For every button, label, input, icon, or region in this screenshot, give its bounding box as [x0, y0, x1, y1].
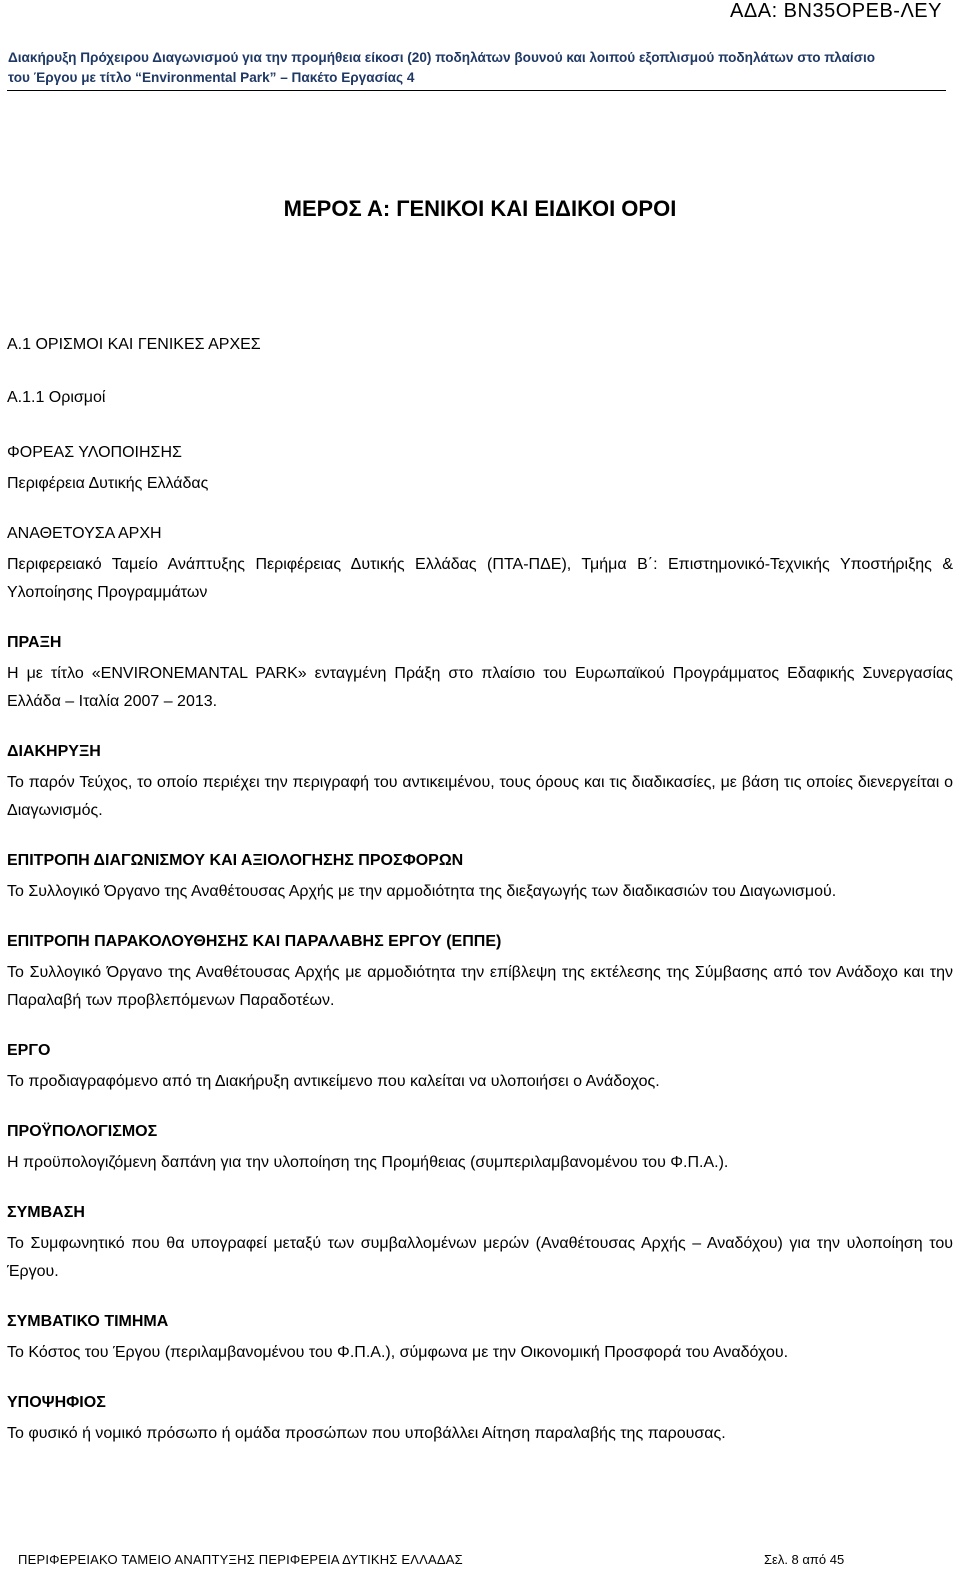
definition-term: ΕΠΙΤΡΟΠΗ ΠΑΡΑΚΟΛΟΥΘΗΣΗΣ ΚΑΙ ΠΑΡΑΛΑΒΗΣ ΕΡΓΟΥ (ΕΠΠΕ): [7, 933, 502, 950]
definition-term: ΦΟΡΕΑΣ ΥΛΟΠΟΙΗΣΗΣ: [7, 444, 182, 461]
definitions-list: [7, 442, 953, 1473]
definition-text: Περιφέρεια Δυτικής Ελλάδας: [7, 475, 209, 492]
definition-item: [7, 1040, 953, 1096]
definition-text: Η με τίτλο «ENVIRONEMANTAL PARK» ενταγμένη Πράξη στο πλαίσιο του Ευρωπαϊκού Προγράμματος Εδαφικής Συνεργασίας Ελλάδα – Ιταλία 2007 – 2013.: [7, 665, 953, 710]
header-divider: [7, 90, 946, 91]
definition-item: [7, 931, 953, 1015]
part-title: ΜΕΡΟΣ Α: ΓΕΝΙΚΟΙ ΚΑΙ ΕΙΔΙΚΟΙ ΟΡΟΙ: [283, 196, 677, 221]
definition-item: [7, 1311, 953, 1367]
ada-code: ΑΔΑ: ΒΝ35ΟΡΕΒ-ΛΕΥ: [730, 0, 942, 22]
page-number: Σελ. 8 από 45: [764, 1552, 845, 1567]
definition-item: [7, 741, 953, 825]
definition-term: ΔΙΑΚΗΡΥΞΗ: [7, 743, 101, 760]
definition-term: ΣΥΜΒΑΤΙΚΟ ΤΙΜΗΜΑ: [7, 1313, 169, 1330]
definition-item: [7, 1121, 953, 1177]
definition-text: Το Συλλογικό Όργανο της Αναθέτουσας Αρχής με αρμοδιότητα την επίβλεψη της εκτέλεσης της Σύμβασης από τον Ανάδοχο και την Παραλαβή των προβλεπόμενων Παραδοτέων.: [7, 964, 953, 1009]
definition-item: [7, 1392, 953, 1448]
header-line-2: του Έργου με τίτλο “Environmental Park” – Πακέτο Εργασίας 4: [8, 70, 415, 85]
definition-term: ΠΡΑΞΗ: [7, 634, 62, 651]
definition-item: [7, 523, 953, 607]
section-subheading: Α.1.1 Ορισμοί: [7, 389, 106, 406]
definition-term: ΠΡΟΫΠΟΛΟΓΙΣΜΟΣ: [7, 1123, 158, 1140]
definition-item: [7, 442, 953, 498]
header-line-1: Διακήρυξη Πρόχειρου Διαγωνισμού για την προμήθεια είκοσι (20) ποδηλάτων βουνού και λοιπού εξοπλισμού ποδηλάτων στο πλαίσιο: [8, 50, 876, 65]
definition-text: Η προϋπολογιζόμενη δαπάνη για την υλοποίηση της Προμήθειας (συμπεριλαμβανομένου του Φ.Π.Α.).: [7, 1154, 729, 1171]
footer-org: ΠΕΡΙΦΕΡΕΙΑΚΟ ΤΑΜΕΙΟ ΑΝΑΠΤΥΞΗΣ ΠΕΡΙΦΕΡΕΙΑ ΔΥΤΙΚΗΣ ΕΛΛΑΔΑΣ: [18, 1552, 463, 1567]
definition-item: [7, 1202, 953, 1286]
definition-term: ΣΥΜΒΑΣΗ: [7, 1204, 85, 1221]
definition-text: Το παρόν Τεύχος, το οποίο περιέχει την περιγραφή του αντικειμένου, τους όρους και τις διαδικασίες, με βάση τις οποίες διενεργείται ο Διαγωνισμός.: [7, 774, 953, 819]
definition-item: [7, 850, 953, 906]
definition-term: ΑΝΑΘΕΤΟΥΣΑ ΑΡΧΗ: [7, 525, 162, 542]
section-heading: Α.1 ΟΡΙΣΜΟΙ ΚΑΙ ΓΕΝΙΚΕΣ ΑΡΧΕΣ: [7, 336, 261, 353]
definition-text: Το προδιαγραφόμενο από τη Διακήρυξη αντικείμενο που καλείται να υλοποιήσει ο Ανάδοχος.: [7, 1073, 660, 1090]
document-header: [8, 48, 945, 88]
definition-text: Το φυσικό ή νομικό πρόσωπο ή ομάδα προσώπων που υποβάλλει Αίτηση παραλαβής της παρουσας.: [7, 1425, 726, 1442]
definition-text: Το Κόστος του Έργου (περιλαμβανομένου του Φ.Π.Α.), σύμφωνα με την Οικονομική Προσφορά του Αναδόχου.: [7, 1344, 789, 1361]
definition-text: Το Συμφωνητικό που θα υπογραφεί μεταξύ των συμβαλλομένων μερών (Αναθέτουσας Αρχής – Αναδόχου) για την υλοποίηση του Έργου.: [7, 1235, 953, 1280]
definition-term: ΥΠΟΨΗΦΙΟΣ: [7, 1394, 106, 1411]
definition-text: Το Συλλογικό Όργανο της Αναθέτουσας Αρχής με την αρμοδιότητα της διεξαγωγής των διαδικασιών του Διαγωνισμού.: [7, 883, 837, 900]
definition-term: ΕΡΓΟ: [7, 1042, 51, 1059]
definition-term: ΕΠΙΤΡΟΠΗ ΔΙΑΓΩΝΙΣΜΟΥ ΚΑΙ ΑΞΙΟΛΟΓΗΣΗΣ ΠΡΟΣΦΟΡΩΝ: [7, 852, 464, 869]
definition-item: [7, 632, 953, 716]
definition-text: Περιφερειακό Ταμείο Ανάπτυξης Περιφέρειας Δυτικής Ελλάδας (ΠΤΑ-ΠΔΕ), Τμήμα Β΄: Επιστημονικό-Τεχνικής Υποστήριξης & Υλοποίησης Προγραμμάτων: [7, 556, 953, 601]
